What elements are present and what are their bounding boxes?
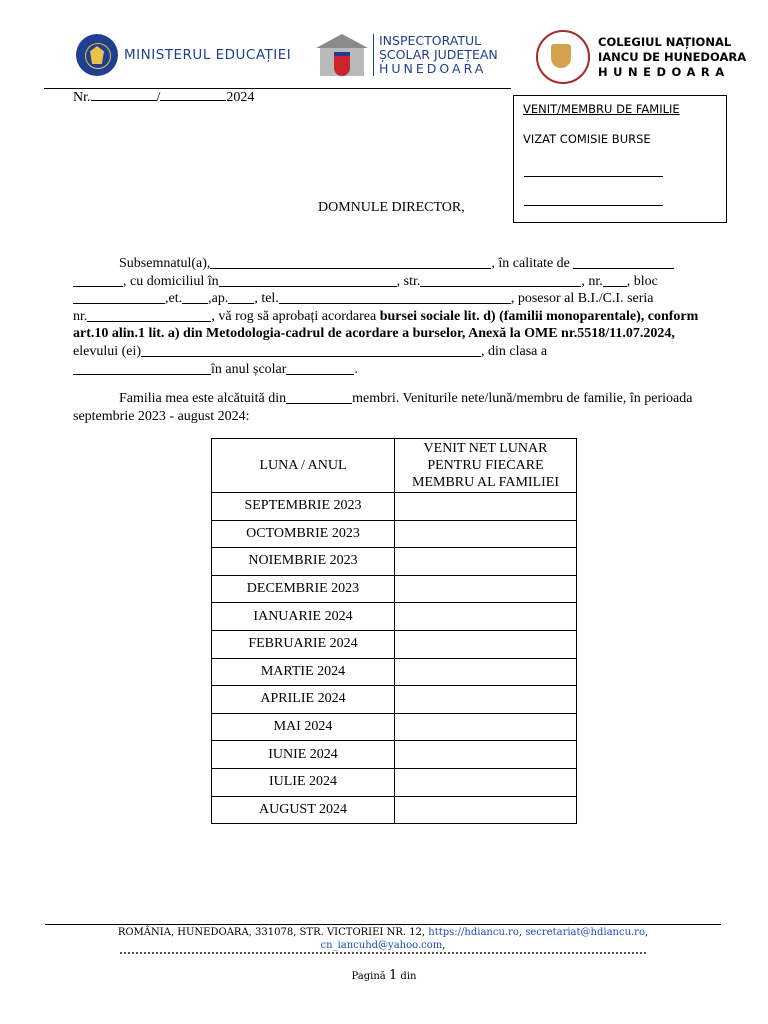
scholarship-type: bursei sociale lit. d) (familii monoparentale), conform art.10 alin.1 lit. a) din Metodologia-cadrul de acordare a burselor, Anexă la OME nr.5518/11.07.2024, <box>73 308 699 342</box>
table-row <box>212 713 577 741</box>
table-row <box>212 493 577 521</box>
table-row <box>212 658 577 686</box>
role-field-cont[interactable] <box>73 273 123 287</box>
id-number-field[interactable] <box>87 308 211 322</box>
month-cell: MAI 2024 <box>212 713 395 741</box>
signature-line[interactable] <box>524 205 663 206</box>
income-cell[interactable] <box>395 630 577 658</box>
month-cell: DECEMBRIE 2023 <box>212 575 395 603</box>
family-members-field[interactable] <box>286 390 352 404</box>
month-cell: OCTOMBRIE 2023 <box>212 520 395 548</box>
month-cell: IANUARIE 2024 <box>212 603 395 631</box>
income-cell[interactable] <box>395 493 577 521</box>
school-year-field[interactable] <box>286 361 354 375</box>
block-field[interactable] <box>73 290 165 304</box>
nr-blank[interactable] <box>91 88 157 101</box>
month-cell: NOIEMBRIE 2023 <box>212 548 395 576</box>
college-seal-icon <box>536 30 590 84</box>
month-cell: IUNIE 2024 <box>212 741 395 769</box>
city-field[interactable] <box>219 273 397 287</box>
building-emblem-icon <box>316 32 368 78</box>
street-field[interactable] <box>420 273 581 287</box>
income-table <box>211 438 577 824</box>
signature-line[interactable] <box>524 176 663 177</box>
income-cell[interactable] <box>395 520 577 548</box>
family-paragraph: Familia mea este alcătuită din membri. Veniturile nete/lună/membru de familie, în perioada septembrie 2023 - august 2024: <box>73 391 693 424</box>
class-field[interactable] <box>73 361 211 375</box>
table-row <box>212 686 577 714</box>
table-row <box>212 575 577 603</box>
table-row <box>212 630 577 658</box>
salutation: DOMNULE DIRECTOR, <box>318 200 465 215</box>
month-cell: MARTIE 2024 <box>212 658 395 686</box>
isj-logo <box>316 32 498 78</box>
email-link[interactable]: secretariat@hdiancu.ro <box>525 927 645 938</box>
commission-box <box>513 95 727 223</box>
footer-address: ROMÂNIA, HUNEDOARA, 331078, STR. VICTORIEI NR. 12, https://hdiancu.ro, secretariat@hdiancu.ro, cn_iancuhd@yahoo.com, <box>117 927 649 951</box>
column-header-month: LUNA / ANUL <box>212 439 395 493</box>
income-cell[interactable] <box>395 768 577 796</box>
table-row <box>212 548 577 576</box>
income-cell[interactable] <box>395 686 577 714</box>
footer-cropped-line <box>120 951 646 954</box>
table-row <box>212 741 577 769</box>
table-row <box>212 796 577 824</box>
table-row <box>212 603 577 631</box>
ministry-name: MINISTERUL EDUCAȚIEI <box>124 47 292 63</box>
income-cell[interactable] <box>395 603 577 631</box>
income-cell[interactable] <box>395 713 577 741</box>
page-number: Pagină 1 din <box>351 968 417 983</box>
government-emblem-icon <box>76 34 118 76</box>
month-cell: SEPTEMBRIE 2023 <box>212 493 395 521</box>
box-subtitle: VIZAT COMISIE BURSE <box>523 132 651 146</box>
income-cell[interactable] <box>395 548 577 576</box>
floor-field[interactable] <box>182 290 208 304</box>
ministry-logo <box>76 34 291 76</box>
month-cell: IULIE 2024 <box>212 768 395 796</box>
column-header-income: VENIT NET LUNAR PENTRU FIECARE MEMBRU AL FAMILIEI <box>395 439 577 493</box>
phone-field[interactable] <box>279 290 511 304</box>
apartment-field[interactable] <box>228 290 254 304</box>
request-paragraph: Subsemnatul(a), , în calitate de , cu domiciliul în , str. , nr. , bloc ,et. ,ap. , tel. , posesor al B.I./C.I. seria nr. , vă rog să aprobați acordarea bursei sociale lit. d) (familii monoparentale), conform art.10 alin.1 lit. a) din Metodologia-cadrul de acordare a burselor, Anexă la OME nr.5518/11.07.2024, elevului (ei) , din clasa a în anul școlar . <box>73 256 699 377</box>
income-cell[interactable] <box>395 658 577 686</box>
table-row <box>212 520 577 548</box>
email-link[interactable]: cn_iancuhd@yahoo.com <box>320 940 443 951</box>
date-blank[interactable] <box>160 88 226 101</box>
box-title: VENIT/MEMBRU DE FAMILIE <box>523 102 680 116</box>
website-link[interactable]: https://hdiancu.ro <box>428 927 519 938</box>
isj-name: INSPECTORATUL ȘCOLAR JUDEȚEAN HUNEDOARA <box>373 34 498 76</box>
month-cell: FEBRUARIE 2024 <box>212 630 395 658</box>
income-cell[interactable] <box>395 575 577 603</box>
income-cell[interactable] <box>395 741 577 769</box>
month-cell: APRILIE 2024 <box>212 686 395 714</box>
name-field[interactable] <box>210 255 491 269</box>
college-logo <box>536 30 746 84</box>
table-header-row <box>212 439 577 493</box>
street-number-field[interactable] <box>603 273 627 287</box>
role-field[interactable] <box>573 255 674 269</box>
registration-number: Nr. / 2024 <box>73 90 255 105</box>
table-row <box>212 768 577 796</box>
footer-divider <box>45 924 721 925</box>
income-cell[interactable] <box>395 796 577 824</box>
student-name-field[interactable] <box>141 343 481 357</box>
month-cell: AUGUST 2024 <box>212 796 395 824</box>
college-name: COLEGIUL NAȚIONAL IANCU DE HUNEDOARA HUNEDOARA <box>598 34 747 79</box>
